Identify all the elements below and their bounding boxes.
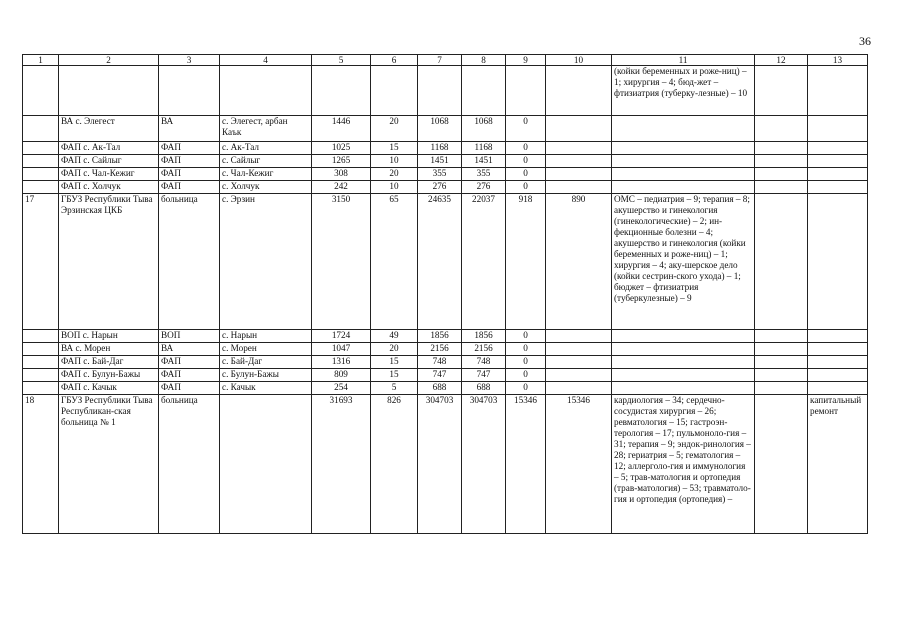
table-cell	[546, 356, 612, 369]
table-cell	[808, 194, 868, 330]
table-cell: 747	[462, 369, 506, 382]
table-row	[23, 369, 868, 382]
page-number: 36	[859, 34, 871, 48]
table-cell: 304703	[418, 395, 462, 534]
table-cell: 2156	[462, 343, 506, 356]
table-cell	[808, 356, 868, 369]
table-cell	[808, 116, 868, 142]
table-cell	[23, 343, 59, 356]
table-cell: кардиология – 34; сердечно-сосудистая хирургия – 26; ревматология – 15; гастроэн-терология – 17; пульмоноло-гия – 31; терапия – 9; эндок-ринология – 28; гериатрия – 5; гематология – 12; аллерголо-гия и иммунология – 5; трав-матология и ортопедия (трав-матология) – 53; травматоло-гия и ортопедия (ортопедия) –	[612, 395, 755, 534]
table-cell: 22037	[462, 194, 506, 330]
table-cell: 1446	[312, 116, 371, 142]
table-cell: ВА с. Элегест	[59, 116, 159, 142]
table-cell: 15346	[506, 395, 546, 534]
table-cell: 688	[462, 382, 506, 395]
table-cell	[220, 395, 312, 534]
table-row	[23, 194, 868, 330]
table-cell: 0	[506, 116, 546, 142]
table-cell	[612, 369, 755, 382]
table-cell	[612, 155, 755, 168]
table-cell: 20	[371, 116, 418, 142]
table-cell: ФАП с. Качык	[59, 382, 159, 395]
table-cell: 688	[418, 382, 462, 395]
column-header: 11	[612, 55, 755, 66]
table-cell	[808, 66, 868, 116]
table-cell	[159, 66, 220, 116]
table-cell	[23, 330, 59, 343]
table-cell: 20	[371, 168, 418, 181]
table-cell	[755, 181, 808, 194]
table-cell	[546, 382, 612, 395]
table-cell: 809	[312, 369, 371, 382]
table-cell: больница	[159, 194, 220, 330]
table-cell	[808, 369, 868, 382]
table-cell	[755, 395, 808, 534]
table-cell: с. Нарын	[220, 330, 312, 343]
table-cell	[755, 369, 808, 382]
table-cell: ФАП	[159, 382, 220, 395]
table-cell	[808, 142, 868, 155]
table-cell	[808, 181, 868, 194]
table-cell: ФАП	[159, 155, 220, 168]
table-cell: 826	[371, 395, 418, 534]
table-cell: 3150	[312, 194, 371, 330]
table-cell: с. Чал-Кежиг	[220, 168, 312, 181]
table-cell: 17	[23, 194, 59, 330]
table-cell	[506, 66, 546, 116]
table-cell: ФАП	[159, 369, 220, 382]
table-row	[23, 181, 868, 194]
table-cell: 0	[506, 168, 546, 181]
table-cell	[612, 356, 755, 369]
table-row	[23, 168, 868, 181]
table-cell: 1168	[418, 142, 462, 155]
table-cell: 748	[418, 356, 462, 369]
table-cell: ГБУЗ Республики Тыва Эрзинская ЦКБ	[59, 194, 159, 330]
table-cell: 242	[312, 181, 371, 194]
table-cell: с. Бай-Даг	[220, 356, 312, 369]
table-cell	[755, 142, 808, 155]
table-cell	[755, 66, 808, 116]
table-row	[23, 395, 868, 534]
table-cell: с. Качык	[220, 382, 312, 395]
table-cell	[546, 343, 612, 356]
table-cell: 15	[371, 369, 418, 382]
table-cell: 1451	[418, 155, 462, 168]
table-cell: 18	[23, 395, 59, 534]
table-cell: 747	[418, 369, 462, 382]
table-cell: ФАП	[159, 168, 220, 181]
table-cell: ФАП с. Холчук	[59, 181, 159, 194]
table-cell	[755, 356, 808, 369]
table-row	[23, 343, 868, 356]
table-cell: 0	[506, 330, 546, 343]
table-cell	[612, 181, 755, 194]
table-cell: ВОП	[159, 330, 220, 343]
column-header: 13	[808, 55, 868, 66]
table-cell	[808, 330, 868, 343]
table-cell	[312, 66, 371, 116]
table-cell	[546, 369, 612, 382]
table-cell: 20	[371, 343, 418, 356]
table-row	[23, 155, 868, 168]
table-cell: с. Эрзин	[220, 194, 312, 330]
table-cell: 0	[506, 155, 546, 168]
table-row	[23, 116, 868, 142]
table-cell: 1068	[418, 116, 462, 142]
table-cell	[612, 382, 755, 395]
table-cell: ФАП с. Бай-Даг	[59, 356, 159, 369]
table-cell: с. Булун-Бажы	[220, 369, 312, 382]
table-cell	[755, 330, 808, 343]
table-cell	[546, 142, 612, 155]
table-cell	[23, 382, 59, 395]
table-cell	[23, 66, 59, 116]
table-cell: 1025	[312, 142, 371, 155]
table-cell	[418, 66, 462, 116]
table-cell: 1451	[462, 155, 506, 168]
facilities-table	[22, 54, 868, 534]
table-cell	[546, 181, 612, 194]
table-cell: 31693	[312, 395, 371, 534]
table-cell	[23, 142, 59, 155]
table-cell: с. Холчук	[220, 181, 312, 194]
table-cell: 65	[371, 194, 418, 330]
table-cell	[612, 168, 755, 181]
table-cell: 1856	[462, 330, 506, 343]
table-cell: 355	[418, 168, 462, 181]
table-cell: 0	[506, 181, 546, 194]
table-cell	[612, 142, 755, 155]
table-cell: 10	[371, 181, 418, 194]
column-header: 8	[462, 55, 506, 66]
table-cell	[23, 168, 59, 181]
table-cell	[612, 343, 755, 356]
table-cell	[755, 168, 808, 181]
table-cell: 1856	[418, 330, 462, 343]
table-cell	[808, 168, 868, 181]
header-row	[23, 55, 868, 66]
table-cell: 918	[506, 194, 546, 330]
table-cell: ФАП	[159, 142, 220, 155]
column-header: 1	[23, 55, 59, 66]
table-cell: с. Морен	[220, 343, 312, 356]
table-cell: 24635	[418, 194, 462, 330]
table-row	[23, 66, 868, 116]
table-cell: 5	[371, 382, 418, 395]
table-row	[23, 330, 868, 343]
column-header: 2	[59, 55, 159, 66]
table-cell	[546, 116, 612, 142]
table-cell: ОМС – педиатрия – 9; терапия – 8; акушерство и гинекология (гинекологические) – 2; ин-фекционные болезни – 4; акушерство и гинекология (койки беременных и роже-ниц) – 1; хирургия – 4; аку-шерское дело (койки сестрин-ского ухода) – 1; бюджет – фтизиатрия (туберкулезные) – 9	[612, 194, 755, 330]
table-cell: 276	[418, 181, 462, 194]
table-cell: 15346	[546, 395, 612, 534]
table-cell: 49	[371, 330, 418, 343]
table-cell: с. Сайлыг	[220, 155, 312, 168]
table-cell	[612, 330, 755, 343]
table-cell: 0	[506, 382, 546, 395]
table-cell: 1168	[462, 142, 506, 155]
table-cell: ВА	[159, 116, 220, 142]
table-cell: ВА	[159, 343, 220, 356]
column-header: 5	[312, 55, 371, 66]
table-cell	[755, 382, 808, 395]
table-cell	[612, 116, 755, 142]
table-cell: 308	[312, 168, 371, 181]
table-cell: 0	[506, 343, 546, 356]
table-cell	[546, 155, 612, 168]
column-header: 12	[755, 55, 808, 66]
table-cell: 1047	[312, 343, 371, 356]
table-cell: ГБУЗ Республики Тыва Республикан-ская больница № 1	[59, 395, 159, 534]
column-header: 3	[159, 55, 220, 66]
table-cell: 304703	[462, 395, 506, 534]
table-cell: 15	[371, 356, 418, 369]
table-cell: ФАП с. Ак-Тал	[59, 142, 159, 155]
table-row	[23, 356, 868, 369]
column-header: 6	[371, 55, 418, 66]
table-cell: 890	[546, 194, 612, 330]
table-cell: 276	[462, 181, 506, 194]
table-cell: 15	[371, 142, 418, 155]
table-cell: 748	[462, 356, 506, 369]
table-cell: 0	[506, 142, 546, 155]
table-cell: 1724	[312, 330, 371, 343]
table-cell: 254	[312, 382, 371, 395]
table-cell	[23, 155, 59, 168]
table-cell: 0	[506, 369, 546, 382]
table-cell: ФАП	[159, 181, 220, 194]
table-cell: (койки беременных и роже-ниц) – 1; хирургия – 4; бюд-жет – фтизиатрия (туберку-лезные) – 10	[612, 66, 755, 116]
column-header: 10	[546, 55, 612, 66]
table-row	[23, 142, 868, 155]
table-cell: 1316	[312, 356, 371, 369]
table-cell: ФАП	[159, 356, 220, 369]
table-cell	[755, 343, 808, 356]
table-cell	[546, 66, 612, 116]
column-header: 7	[418, 55, 462, 66]
table-cell: с. Ак-Тал	[220, 142, 312, 155]
table-cell: с. Элегест, арбан Каък	[220, 116, 312, 142]
table-cell: 1068	[462, 116, 506, 142]
table-cell: 0	[506, 356, 546, 369]
table-cell	[23, 116, 59, 142]
table-cell	[23, 181, 59, 194]
table-cell: ВА с. Морен	[59, 343, 159, 356]
table-cell: ВОП с. Нарын	[59, 330, 159, 343]
table-cell	[59, 66, 159, 116]
table-cell: больница	[159, 395, 220, 534]
table-cell: 1265	[312, 155, 371, 168]
table-cell	[462, 66, 506, 116]
table-cell: 2156	[418, 343, 462, 356]
table-cell: ФАП с. Сайлыг	[59, 155, 159, 168]
table-cell: 355	[462, 168, 506, 181]
table-cell	[371, 66, 418, 116]
table-cell	[23, 369, 59, 382]
table-cell: капитальный ремонт	[808, 395, 868, 534]
table-cell	[755, 116, 808, 142]
column-header: 4	[220, 55, 312, 66]
table-cell	[808, 155, 868, 168]
table-cell: 10	[371, 155, 418, 168]
table-cell: ФАП с. Булун-Бажы	[59, 369, 159, 382]
table-cell	[546, 168, 612, 181]
table-cell: ФАП с. Чал-Кежиг	[59, 168, 159, 181]
table-cell	[755, 194, 808, 330]
table-row	[23, 382, 868, 395]
table-cell	[808, 382, 868, 395]
table-cell	[755, 155, 808, 168]
table-cell	[23, 356, 59, 369]
table-cell	[220, 66, 312, 116]
table-cell	[546, 330, 612, 343]
column-header: 9	[506, 55, 546, 66]
table-cell	[808, 343, 868, 356]
